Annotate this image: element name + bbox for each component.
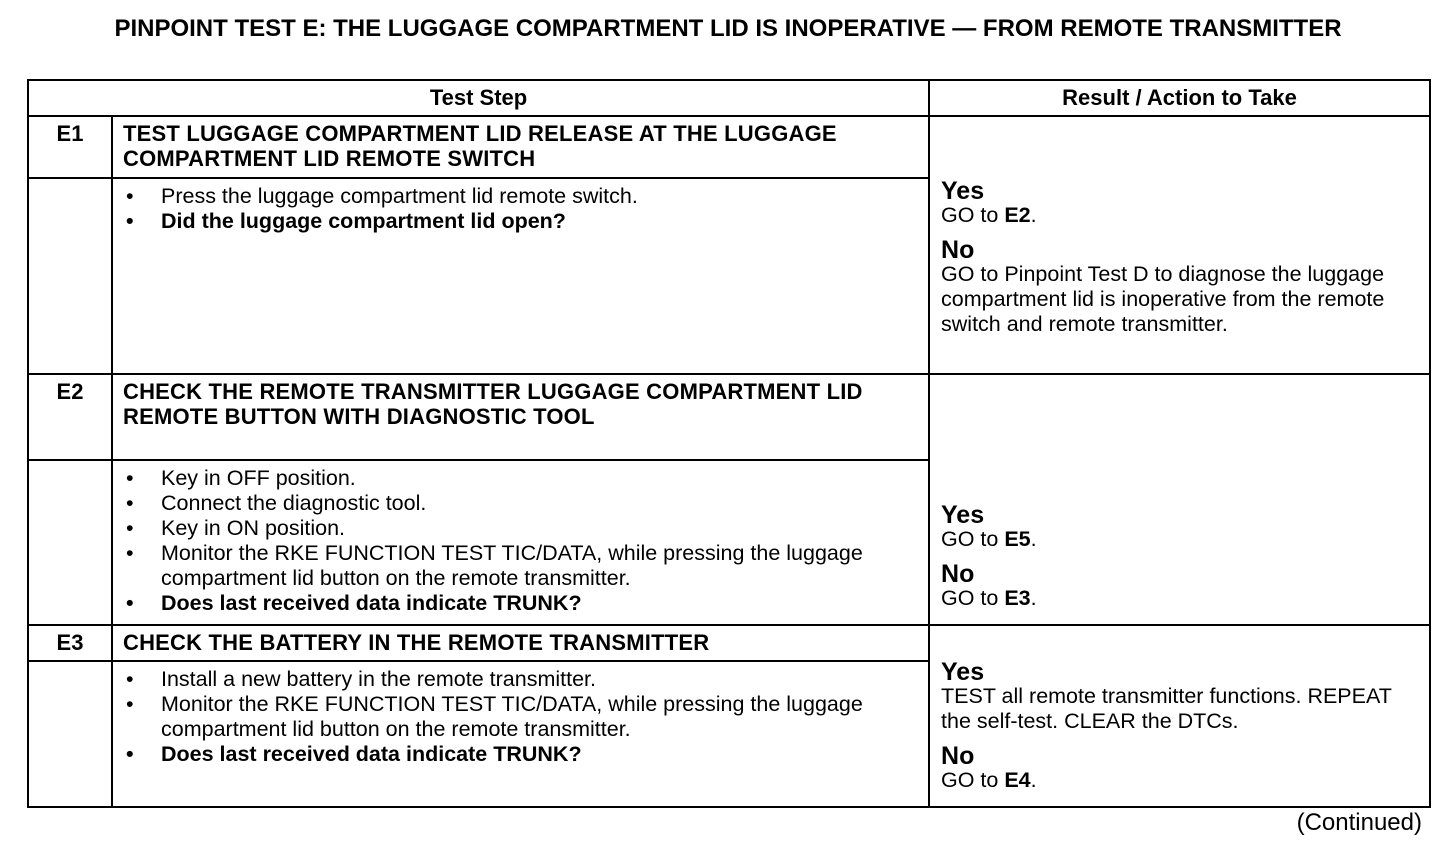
no-block <box>941 562 1419 611</box>
step-spacer <box>28 178 112 374</box>
pinpoint-test-table <box>27 79 1431 808</box>
yes-block <box>941 660 1419 734</box>
no-label: No <box>941 560 975 588</box>
no-label: No <box>941 236 975 264</box>
step-heading: CHECK THE REMOTE TRANSMITTER LUGGAGE COMPARTMENT LID REMOTE BUTTON WITH DIAGNOSTIC TOOL <box>112 374 929 460</box>
list-item: • Monitor the RKE FUNCTION TEST TIC/DATA, while pressing the luggage compartment lid button on the remote transmitter. <box>123 541 918 591</box>
step-id: E1 <box>28 116 112 178</box>
yes-label: Yes <box>941 658 985 686</box>
table-header-row <box>28 80 1430 116</box>
step-result <box>929 374 1430 625</box>
continued-label: (Continued) <box>1296 809 1422 836</box>
yes-block <box>941 503 1419 552</box>
step-e2-heading-row <box>28 374 1430 460</box>
list-item: • Does last received data indicate TRUNK? <box>123 591 918 616</box>
list-item: • Did the luggage compartment lid open? <box>123 209 918 234</box>
no-block <box>941 238 1419 337</box>
no-block <box>941 744 1419 793</box>
step-result <box>929 116 1430 374</box>
list-item: • Press the luggage compartment lid remote switch. <box>123 184 918 209</box>
step-id: E3 <box>28 625 112 661</box>
step-e3-heading-row <box>28 625 1430 661</box>
yes-action: GO to E5. <box>941 527 1037 551</box>
yes-action: GO to E2. <box>941 203 1037 227</box>
test-step-header: Test Step <box>28 80 929 116</box>
page-title: PINPOINT TEST E: THE LUGGAGE COMPARTMENT LID IS INOPERATIVE — FROM REMOTE TRANSMITTER <box>114 15 1342 42</box>
result-header: Result / Action to Take <box>929 80 1430 116</box>
yes-action: TEST all remote transmitter functions. REPEAT the self-test. CLEAR the DTCs. <box>941 684 1392 733</box>
step-id: E2 <box>28 374 112 460</box>
list-item: • Connect the diagnostic tool. <box>123 491 918 516</box>
step-heading: TEST LUGGAGE COMPARTMENT LID RELEASE AT THE LUGGAGE COMPARTMENT LID REMOTE SWITCH <box>112 116 929 178</box>
list-item: • Install a new battery in the remote transmitter. <box>123 667 918 692</box>
step-spacer <box>28 460 112 625</box>
step-instructions <box>112 178 929 374</box>
list-item: • Does last received data indicate TRUNK? <box>123 742 918 767</box>
yes-label: Yes <box>941 177 985 205</box>
no-action: GO to Pinpoint Test D to diagnose the luggage compartment lid is inoperative from the remote switch and remote transmitter. <box>941 262 1385 336</box>
step-heading: CHECK THE BATTERY IN THE REMOTE TRANSMITTER <box>112 625 929 661</box>
yes-label: Yes <box>941 501 985 529</box>
step-result <box>929 625 1430 807</box>
list-item: • Key in OFF position. <box>123 466 918 491</box>
no-action: GO to E4. <box>941 768 1037 792</box>
step-spacer <box>28 661 112 807</box>
list-item: • Monitor the RKE FUNCTION TEST TIC/DATA, while pressing the luggage compartment lid button on the remote transmitter. <box>123 692 918 742</box>
no-label: No <box>941 742 975 770</box>
step-instructions <box>112 661 929 807</box>
yes-block <box>941 179 1419 228</box>
step-e1-heading-row <box>28 116 1430 178</box>
list-item: • Key in ON position. <box>123 516 918 541</box>
step-instructions <box>112 460 929 625</box>
no-action: GO to E3. <box>941 586 1037 610</box>
